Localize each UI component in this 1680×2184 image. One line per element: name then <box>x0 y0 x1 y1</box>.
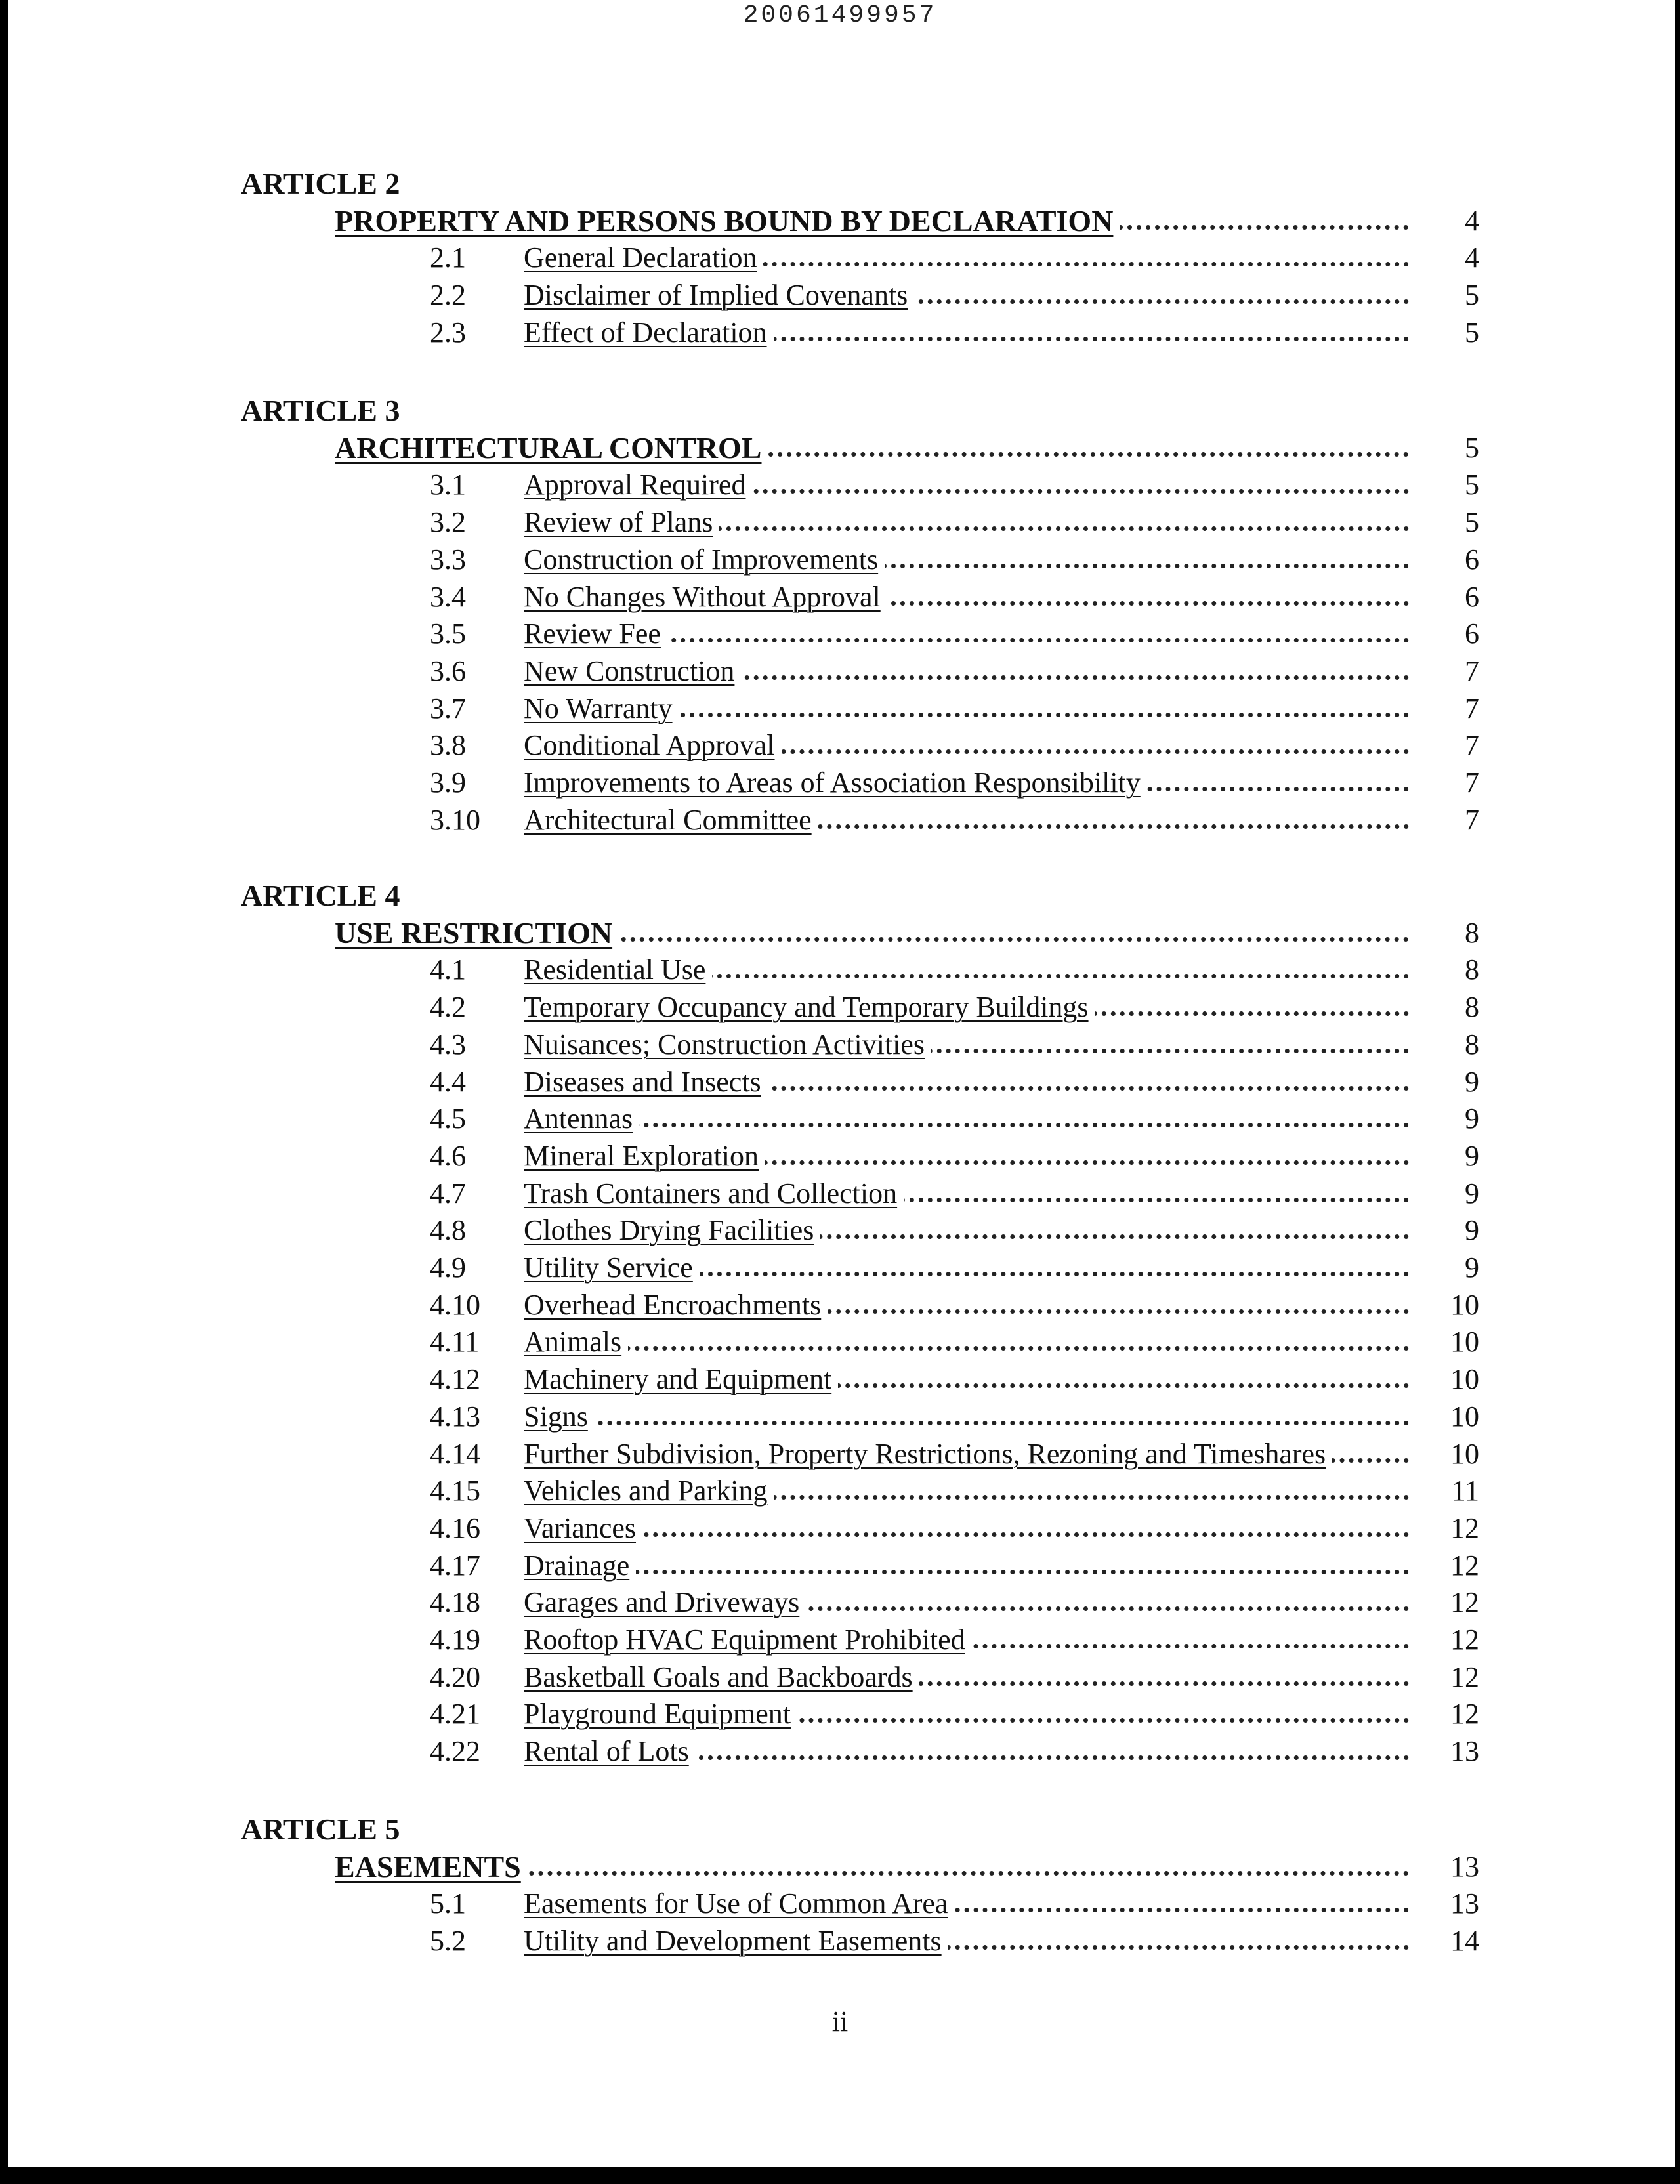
section-number: 2.3 <box>430 316 466 348</box>
toc-section-row <box>0 989 1680 1026</box>
section-title-link[interactable]: Temporary Occupancy and Temporary Buildings <box>524 989 1095 1026</box>
section-title-link[interactable]: Machinery and Equipment <box>524 1361 838 1398</box>
toc-section-row <box>0 653 1680 690</box>
article-heading: ARTICLE 4 <box>241 879 400 912</box>
section-title-link[interactable]: Vehicles and Parking <box>524 1473 774 1509</box>
toc-section-row <box>0 1659 1680 1696</box>
article-page-number: 13 <box>1411 1849 1479 1885</box>
toc-section-row <box>0 1064 1680 1101</box>
article-page-number: 8 <box>1411 915 1479 952</box>
section-page-number: 13 <box>1411 1733 1479 1770</box>
section-title-link[interactable]: Antennas <box>524 1101 639 1137</box>
section-number: 2.1 <box>430 242 466 274</box>
section-number: 5.2 <box>430 1925 466 1958</box>
section-title-link[interactable]: Conditional Approval <box>524 727 782 764</box>
toc-section-row <box>0 1733 1680 1770</box>
section-number: 3.8 <box>430 729 466 762</box>
section-title-link[interactable]: Residential Use <box>524 952 712 988</box>
section-title-link[interactable]: Review of Plans <box>524 504 719 541</box>
section-title-link[interactable]: Approval Required <box>524 467 752 503</box>
section-number: 4.22 <box>430 1735 480 1768</box>
section-title-link[interactable]: Variances <box>524 1510 642 1547</box>
section-number: 4.16 <box>430 1511 480 1544</box>
article-title-link[interactable]: PROPERTY AND PERSONS BOUND BY DECLARATION <box>335 203 1120 240</box>
section-title-link[interactable]: Further Subdivision, Property Restrictions, Rezoning and Timeshares <box>524 1436 1332 1473</box>
toc-section-row <box>0 1696 1680 1732</box>
section-page-number: 9 <box>1411 1212 1479 1249</box>
section-number: 3.6 <box>430 654 466 687</box>
section-number: 4.5 <box>430 1102 466 1135</box>
toc-section-row <box>0 579 1680 616</box>
section-page-number: 7 <box>1411 690 1479 727</box>
article-title-row <box>0 1849 1680 1885</box>
section-page-number: 14 <box>1411 1923 1479 1960</box>
section-number: 3.4 <box>430 580 466 613</box>
section-page-number: 7 <box>1411 802 1479 839</box>
toc-section-row <box>0 314 1680 351</box>
section-page-number: 9 <box>1411 1138 1479 1175</box>
section-page-number: 7 <box>1411 653 1479 690</box>
toc-section-row <box>0 1287 1680 1324</box>
dot-leader <box>525 1570 1446 1574</box>
toc-section-row <box>0 1361 1680 1398</box>
section-number: 4.14 <box>430 1437 480 1470</box>
toc-section-row <box>0 1436 1680 1473</box>
section-page-number: 5 <box>1411 277 1479 314</box>
section-page-number: 5 <box>1411 314 1479 351</box>
section-title-link[interactable]: Improvements to Areas of Association Responsibility <box>524 765 1147 801</box>
article-title-row <box>0 203 1680 240</box>
section-page-number: 6 <box>1411 541 1479 578</box>
section-page-number: 9 <box>1411 1175 1479 1212</box>
section-page-number: 10 <box>1411 1287 1479 1324</box>
section-number: 4.13 <box>430 1400 480 1433</box>
section-title-link[interactable]: Review Fee <box>524 616 667 652</box>
section-title-link[interactable]: General Declaration <box>524 240 763 276</box>
toc-section-row <box>0 1398 1680 1435</box>
section-page-number: 10 <box>1411 1436 1479 1473</box>
article-title-row <box>0 430 1680 467</box>
section-title-link[interactable]: Disclaimer of Implied Covenants <box>524 277 914 314</box>
section-page-number: 4 <box>1411 240 1479 276</box>
section-title-link[interactable]: Trash Containers and Collection <box>524 1175 904 1212</box>
section-number: 3.7 <box>430 692 466 724</box>
article-title-link[interactable]: USE RESTRICTION <box>335 915 619 952</box>
article-page-number: 5 <box>1411 430 1479 467</box>
section-number: 3.9 <box>430 766 466 799</box>
section-page-number: 12 <box>1411 1547 1479 1584</box>
footer-page-number: ii <box>831 2006 849 2038</box>
section-number: 4.2 <box>430 991 466 1024</box>
section-title-link[interactable]: Mineral Exploration <box>524 1138 765 1175</box>
section-page-number: 12 <box>1411 1659 1479 1696</box>
section-number: 4.6 <box>430 1139 466 1172</box>
section-number: 5.1 <box>430 1887 466 1920</box>
section-title-link[interactable]: Drainage <box>524 1547 636 1584</box>
toc-section-row <box>0 467 1680 503</box>
section-number: 3.1 <box>430 469 466 501</box>
section-title-link[interactable]: Architectural Committee <box>524 802 818 839</box>
toc-section-row <box>0 277 1680 314</box>
toc-section-row <box>0 1175 1680 1212</box>
toc-section-row <box>0 1138 1680 1175</box>
article-heading: ARTICLE 2 <box>241 167 400 200</box>
toc-section-row <box>0 1212 1680 1249</box>
section-number: 4.4 <box>430 1065 466 1098</box>
toc-section-row <box>0 1026 1680 1063</box>
article-page-number: 4 <box>1411 203 1479 240</box>
section-page-number: 13 <box>1411 1885 1479 1922</box>
section-number: 4.20 <box>430 1660 480 1693</box>
toc-section-row <box>0 1473 1680 1509</box>
toc-section-row <box>0 1923 1680 1960</box>
dot-leader <box>525 1421 1446 1425</box>
toc-section-row <box>0 1547 1680 1584</box>
article-heading: ARTICLE 5 <box>241 1813 400 1846</box>
section-page-number: 6 <box>1411 616 1479 652</box>
section-title-link[interactable]: New Construction <box>524 653 741 690</box>
section-title-link[interactable]: Utility and Development Easements <box>524 1923 948 1960</box>
section-page-number: 8 <box>1411 952 1479 988</box>
section-number: 4.1 <box>430 954 466 986</box>
section-page-number: 9 <box>1411 1101 1479 1137</box>
toc-section-row <box>0 541 1680 578</box>
section-page-number: 12 <box>1411 1584 1479 1621</box>
dot-leader <box>525 1532 1446 1537</box>
section-page-number: 5 <box>1411 467 1479 503</box>
toc-section-row <box>0 1510 1680 1547</box>
section-number: 4.9 <box>430 1251 466 1284</box>
section-number: 4.18 <box>430 1586 480 1619</box>
article-title-row <box>0 915 1680 952</box>
section-title-link[interactable]: Overhead Encroachments <box>524 1287 828 1324</box>
section-title-link[interactable]: Rooftop HVAC Equipment Prohibited <box>524 1622 972 1658</box>
section-page-number: 6 <box>1411 579 1479 616</box>
toc-section-row <box>0 1885 1680 1922</box>
section-page-number: 8 <box>1411 989 1479 1026</box>
toc-section-row <box>0 1622 1680 1658</box>
section-number: 3.5 <box>430 618 466 650</box>
section-title-link[interactable]: Construction of Improvements <box>524 541 885 578</box>
toc-section-row <box>0 1101 1680 1137</box>
section-page-number: 12 <box>1411 1696 1479 1732</box>
section-page-number: 5 <box>1411 504 1479 541</box>
toc-section-row <box>0 240 1680 276</box>
section-title-link[interactable]: Playground Equipment <box>524 1696 797 1732</box>
section-number: 4.19 <box>430 1624 480 1656</box>
section-number: 4.8 <box>430 1214 466 1247</box>
section-page-number: 7 <box>1411 727 1479 764</box>
section-title-link[interactable]: Diseases and Insects <box>524 1064 768 1101</box>
section-number: 2.2 <box>430 279 466 312</box>
section-number: 4.10 <box>430 1288 480 1321</box>
toc-section-row <box>0 727 1680 764</box>
toc-section-row <box>0 802 1680 839</box>
section-page-number: 7 <box>1411 765 1479 801</box>
section-page-number: 9 <box>1411 1064 1479 1101</box>
section-number: 4.7 <box>430 1177 466 1209</box>
section-title-link[interactable]: Effect of Declaration <box>524 314 774 351</box>
dot-leader <box>525 1123 1446 1127</box>
section-number: 4.21 <box>430 1698 480 1731</box>
section-title-link[interactable]: No Changes Without Approval <box>524 579 887 616</box>
section-title-link[interactable]: Rental of Lots <box>524 1733 696 1770</box>
section-number: 3.3 <box>430 543 466 576</box>
section-title-link[interactable]: No Warranty <box>524 690 679 727</box>
document-id: 20061499957 <box>743 1 937 30</box>
section-number: 4.12 <box>430 1363 480 1396</box>
section-title-link[interactable]: Nuisances; Construction Activities <box>524 1026 931 1063</box>
section-page-number: 12 <box>1411 1510 1479 1547</box>
article-heading: ARTICLE 3 <box>241 394 400 427</box>
section-title-link[interactable]: Utility Service <box>524 1250 700 1286</box>
section-title-link[interactable]: Easements for Use of Common Area <box>524 1885 954 1922</box>
toc-section-row <box>0 504 1680 541</box>
toc-section-row <box>0 1250 1680 1286</box>
toc-section-row <box>0 952 1680 988</box>
section-number: 3.2 <box>430 506 466 539</box>
section-title-link[interactable]: Garages and Driveways <box>524 1584 806 1621</box>
section-page-number: 12 <box>1411 1622 1479 1658</box>
section-page-number: 10 <box>1411 1361 1479 1398</box>
toc-section-row <box>0 690 1680 727</box>
section-number: 4.11 <box>430 1326 480 1358</box>
toc-section-row <box>0 765 1680 801</box>
scan-border-bottom <box>0 2167 1680 2184</box>
toc-section-row <box>0 616 1680 652</box>
toc-section-row <box>0 1584 1680 1621</box>
section-page-number: 10 <box>1411 1398 1479 1435</box>
article-title-link[interactable]: ARCHITECTURAL CONTROL <box>335 430 768 467</box>
section-number: 4.3 <box>430 1028 466 1060</box>
section-page-number: 11 <box>1411 1473 1479 1509</box>
section-number: 4.17 <box>430 1549 480 1582</box>
article-title-link[interactable]: EASEMENTS <box>335 1849 528 1885</box>
section-number: 3.10 <box>430 803 480 836</box>
section-title-link[interactable]: Basketball Goals and Backboards <box>524 1659 919 1696</box>
toc-section-row <box>0 1324 1680 1360</box>
section-page-number: 8 <box>1411 1026 1479 1063</box>
section-page-number: 9 <box>1411 1250 1479 1286</box>
dot-leader <box>525 1346 1446 1351</box>
section-title-link[interactable]: Animals <box>524 1324 628 1360</box>
section-title-link[interactable]: Signs <box>524 1398 595 1435</box>
section-number: 4.15 <box>430 1475 480 1507</box>
section-title-link[interactable]: Clothes Drying Facilities <box>524 1212 820 1249</box>
section-page-number: 10 <box>1411 1324 1479 1360</box>
